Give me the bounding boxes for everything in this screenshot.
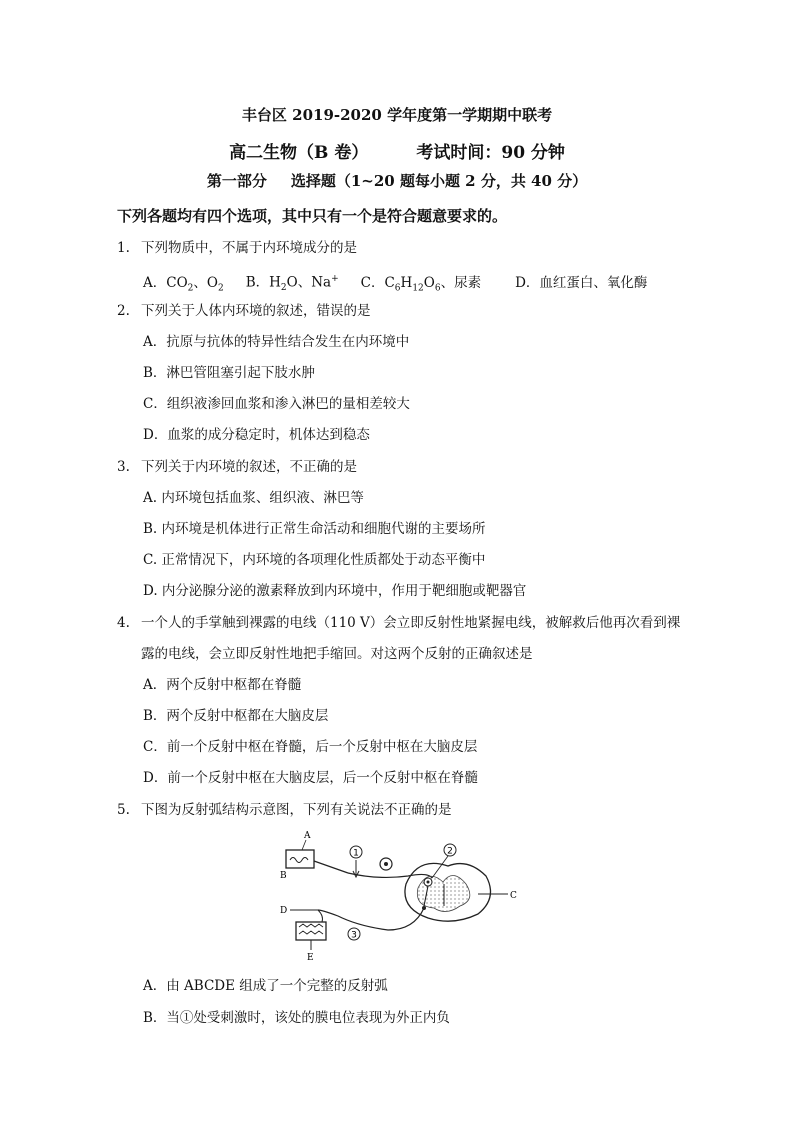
label-a: A: [304, 831, 311, 841]
section-heading: [0, 170, 794, 191]
question-stem: 下图为反射弧结构示意图，下列有关说法不正确的是: [141, 802, 452, 818]
receptor-squiggle: [290, 858, 308, 863]
option-d[interactable]: D．血浆的成分稳定时，机体达到稳态: [143, 427, 370, 443]
label-1: 1: [353, 848, 359, 859]
option-b[interactable]: B．当①处受刺激时，该处的膜电位表现为外正内负: [143, 1010, 450, 1026]
question-stem: 一个人的手掌触到裸露的电线（110 V）会立即反射性地紧握电线，被解救后他再次看到裸: [141, 615, 681, 631]
option-b[interactable]: B. 内环境是机体进行正常生命活动和细胞代谢的主要场所: [143, 521, 486, 537]
exam-title: 丰台区 2019-2020 学年度第一学期期中联考: [241, 106, 553, 124]
subject-and-time: [0, 138, 794, 163]
option-a[interactable]: A．由 ABCDE 组成了一个完整的反射弧: [143, 978, 388, 994]
option-c[interactable]: C. 正常情况下，内环境的各项理化性质都处于动态平衡中: [143, 552, 486, 568]
option-d[interactable]: D．血红蛋白、氧化酶: [515, 274, 648, 291]
subject-label: 高二生物（B 卷）: [229, 143, 369, 163]
question-number: 2.: [117, 303, 130, 319]
question-number: 4.: [117, 615, 130, 631]
question-number: 3.: [117, 459, 130, 475]
afferent-nerve: [348, 873, 432, 878]
question-number: 1.: [117, 240, 130, 256]
question-stem: 下列物质中，不属于内环境成分的是: [141, 240, 357, 256]
option-c[interactable]: C．组织液渗回血浆和渗入淋巴的量相差较大: [143, 396, 410, 412]
option-c[interactable]: C．前一个反射中枢在脊髓，后一个反射中枢在大脑皮层: [143, 739, 478, 755]
reflex-arc-diagram: [278, 826, 518, 964]
question-5: [117, 800, 452, 820]
instruction: 下列各题均有四个选项，其中只有一个是符合题意要求的。: [117, 207, 508, 225]
option-a[interactable]: A. 内环境包括血浆、组织液、淋巴等: [143, 490, 364, 506]
option-c[interactable]: C．$C_6H_{12}O_6$、尿素: [360, 274, 482, 294]
question-stem: 下列关于人体内环境的叙述，错误的是: [141, 303, 371, 319]
label-3: 3: [351, 930, 357, 941]
label-b: B: [280, 871, 287, 881]
option-d[interactable]: D．前一个反射中枢在大脑皮层，后一个反射中枢在脊髓: [143, 770, 478, 786]
option-a[interactable]: A．$CO_2$、$O_2$: [143, 274, 224, 294]
option-b[interactable]: B．两个反射中枢都在大脑皮层: [143, 708, 329, 724]
label-e: E: [307, 953, 314, 963]
label-2: 2: [447, 846, 453, 857]
question-4: [117, 613, 681, 633]
question-3: [117, 457, 357, 477]
option-b[interactable]: B．淋巴管阻塞引起下肢水肿: [143, 365, 315, 381]
option-d[interactable]: D. 内分泌腺分泌的激素释放到内环境中，作用于靶细胞或靶器官: [143, 583, 527, 599]
label-c: C: [510, 891, 517, 901]
option-a[interactable]: A．抗原与抗体的特异性结合发生在内环境中: [143, 334, 410, 350]
section-description: 选择题（1~20 题每小题 2 分，共 40 分）: [290, 172, 588, 190]
label-d: D: [280, 906, 288, 916]
section-label: 第一部分: [206, 172, 267, 190]
exam-time: 考试时间：90 分钟: [416, 143, 565, 163]
question-1: [117, 238, 357, 258]
option-b[interactable]: B．$H_2O$、Na+: [245, 274, 339, 294]
question-number: 5.: [117, 802, 130, 818]
option-a[interactable]: A．两个反射中枢都在脊髓: [143, 677, 302, 693]
question-stem: 下列关于内环境的叙述，不正确的是: [141, 459, 357, 475]
efferent-nerve: [318, 908, 424, 930]
question-stem-continued: 露的电线，会立即反射性地把手缩回。对这两个反射的正确叙述是: [141, 646, 533, 662]
question-1-options: [143, 269, 669, 298]
question-2: [117, 301, 371, 321]
